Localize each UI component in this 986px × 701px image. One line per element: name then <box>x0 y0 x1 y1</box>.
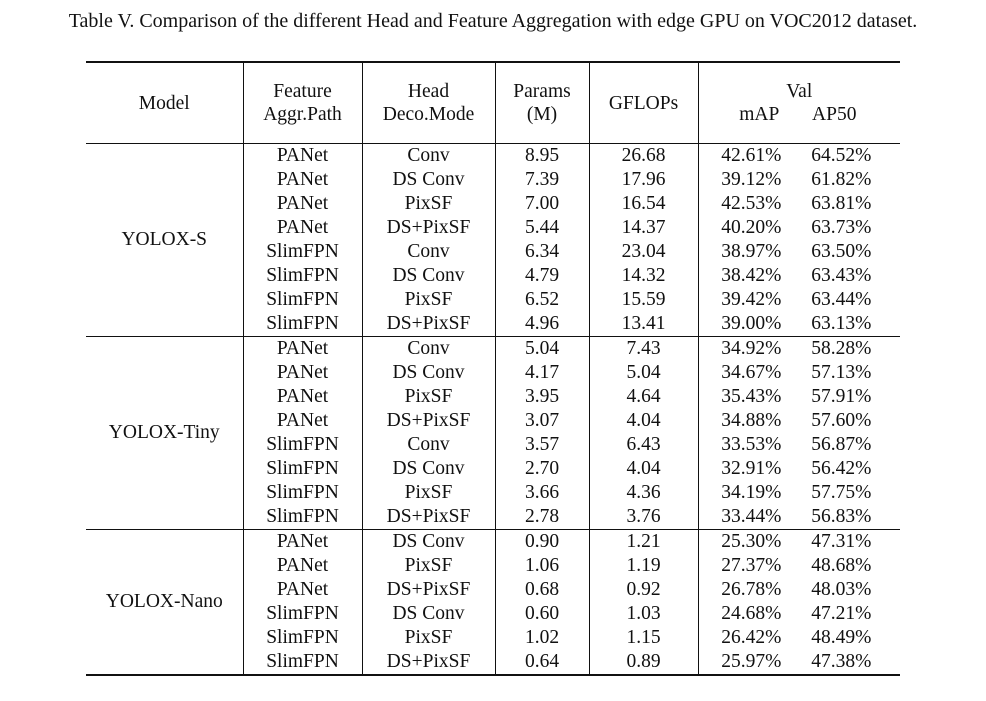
gflops-cell: 3.76 <box>589 505 698 530</box>
ap50-value: 56.42% <box>811 458 872 479</box>
val-cell <box>698 505 900 530</box>
params-cell: 1.02 <box>495 626 589 650</box>
val-cell <box>698 530 900 555</box>
params-cell: 6.34 <box>495 240 589 264</box>
gflops-cell: 1.21 <box>589 530 698 555</box>
feature-aggr-cell: PANet <box>243 385 362 409</box>
gflops-cell: 4.36 <box>589 481 698 505</box>
val-cell <box>698 337 900 362</box>
gflops-cell: 5.04 <box>589 361 698 385</box>
map-value: 40.20% <box>721 217 782 238</box>
params-cell: 0.64 <box>495 650 589 675</box>
feature-aggr-cell: PANet <box>243 578 362 602</box>
gflops-cell: 1.15 <box>589 626 698 650</box>
params-cell: 3.95 <box>495 385 589 409</box>
gflops-cell: 0.89 <box>589 650 698 675</box>
map-value: 35.43% <box>721 386 782 407</box>
head-deco-cell: DS+PixSF <box>362 505 495 530</box>
head-deco-cell: Conv <box>362 337 495 362</box>
gflops-cell: 16.54 <box>589 192 698 216</box>
val-cell <box>698 144 900 169</box>
header-feature-aggr-path <box>243 62 362 144</box>
table-body <box>86 144 900 676</box>
header-row <box>86 62 900 144</box>
feature-aggr-cell: PANet <box>243 337 362 362</box>
head-deco-cell: PixSF <box>362 554 495 578</box>
table-row <box>86 337 900 362</box>
ap50-value: 57.91% <box>811 386 872 407</box>
head-deco-cell: PixSF <box>362 626 495 650</box>
feature-aggr-cell: PANet <box>243 144 362 169</box>
val-cell <box>698 312 900 337</box>
map-value: 26.78% <box>721 579 782 600</box>
map-value: 34.67% <box>721 362 782 383</box>
gflops-cell: 1.19 <box>589 554 698 578</box>
params-cell: 3.66 <box>495 481 589 505</box>
params-cell: 5.04 <box>495 337 589 362</box>
ap50-value: 57.13% <box>811 362 872 383</box>
header-feature-line2: Aggr.Path <box>263 104 342 125</box>
gflops-cell: 7.43 <box>589 337 698 362</box>
head-deco-cell: DS Conv <box>362 530 495 555</box>
head-deco-cell: DS Conv <box>362 457 495 481</box>
params-cell: 2.70 <box>495 457 589 481</box>
val-cell <box>698 409 900 433</box>
feature-aggr-cell: SlimFPN <box>243 312 362 337</box>
header-val-title: Val <box>786 81 813 102</box>
val-cell <box>698 626 900 650</box>
ap50-value: 61.82% <box>811 169 872 190</box>
val-cell <box>698 602 900 626</box>
params-cell: 0.60 <box>495 602 589 626</box>
val-cell <box>698 554 900 578</box>
ap50-value: 64.52% <box>811 145 872 166</box>
val-cell <box>698 578 900 602</box>
feature-aggr-cell: PANet <box>243 409 362 433</box>
head-deco-cell: DS Conv <box>362 264 495 288</box>
header-head-line2: Deco.Mode <box>382 104 475 125</box>
gflops-cell: 26.68 <box>589 144 698 169</box>
model-name-cell: YOLOX-Tiny <box>86 337 243 530</box>
params-cell: 3.07 <box>495 409 589 433</box>
ap50-value: 56.83% <box>811 506 872 527</box>
feature-aggr-cell: SlimFPN <box>243 457 362 481</box>
val-cell <box>698 168 900 192</box>
table-row <box>86 144 900 169</box>
header-gflops: GFLOPs <box>589 62 698 144</box>
gflops-cell: 4.04 <box>589 409 698 433</box>
header-params-line2: (M) <box>526 104 558 125</box>
head-deco-cell: Conv <box>362 144 495 169</box>
header-val <box>698 62 900 144</box>
head-deco-cell: Conv <box>362 240 495 264</box>
ap50-value: 57.75% <box>811 482 872 503</box>
model-name-cell: YOLOX-S <box>86 144 243 337</box>
map-value: 33.44% <box>721 506 782 527</box>
map-value: 38.42% <box>721 265 782 286</box>
header-val-subheaders <box>699 103 901 126</box>
header-map: mAP <box>739 104 780 125</box>
map-value: 39.12% <box>721 169 782 190</box>
ap50-value: 48.03% <box>811 579 872 600</box>
head-deco-cell: DS+PixSF <box>362 312 495 337</box>
gflops-cell: 1.03 <box>589 602 698 626</box>
head-deco-cell: DS Conv <box>362 602 495 626</box>
head-deco-cell: Conv <box>362 433 495 457</box>
ap50-value: 56.87% <box>811 434 872 455</box>
params-cell: 4.96 <box>495 312 589 337</box>
map-value: 24.68% <box>721 603 782 624</box>
feature-aggr-cell: SlimFPN <box>243 240 362 264</box>
results-table <box>86 61 900 676</box>
feature-aggr-cell: SlimFPN <box>243 626 362 650</box>
ap50-value: 57.60% <box>811 410 872 431</box>
header-params-line1: Params <box>513 81 571 102</box>
header-params <box>495 62 589 144</box>
val-cell <box>698 264 900 288</box>
header-head-line1: Head <box>407 81 450 102</box>
map-value: 39.00% <box>721 313 782 334</box>
feature-aggr-cell: PANet <box>243 192 362 216</box>
head-deco-cell: DS+PixSF <box>362 409 495 433</box>
params-cell: 4.17 <box>495 361 589 385</box>
map-value: 26.42% <box>721 627 782 648</box>
feature-aggr-cell: PANet <box>243 530 362 555</box>
params-cell: 8.95 <box>495 144 589 169</box>
params-cell: 0.90 <box>495 530 589 555</box>
head-deco-cell: DS+PixSF <box>362 578 495 602</box>
ap50-value: 63.43% <box>811 265 872 286</box>
head-deco-cell: PixSF <box>362 481 495 505</box>
header-head-deco-mode <box>362 62 495 144</box>
map-value: 27.37% <box>721 555 782 576</box>
val-cell <box>698 216 900 240</box>
map-value: 33.53% <box>721 434 782 455</box>
ap50-value: 63.73% <box>811 217 872 238</box>
header-ap50: AP50 <box>812 104 857 125</box>
map-value: 42.61% <box>721 145 782 166</box>
feature-aggr-cell: PANet <box>243 168 362 192</box>
params-cell: 7.00 <box>495 192 589 216</box>
params-cell: 2.78 <box>495 505 589 530</box>
ap50-value: 63.44% <box>811 289 872 310</box>
val-cell <box>698 240 900 264</box>
params-cell: 1.06 <box>495 554 589 578</box>
map-value: 32.91% <box>721 458 782 479</box>
val-cell <box>698 385 900 409</box>
ap50-value: 47.31% <box>811 531 872 552</box>
feature-aggr-cell: SlimFPN <box>243 264 362 288</box>
map-value: 34.92% <box>721 338 782 359</box>
map-value: 38.97% <box>721 241 782 262</box>
head-deco-cell: PixSF <box>362 385 495 409</box>
feature-aggr-cell: SlimFPN <box>243 481 362 505</box>
ap50-value: 47.21% <box>811 603 872 624</box>
feature-aggr-cell: SlimFPN <box>243 505 362 530</box>
gflops-cell: 4.04 <box>589 457 698 481</box>
val-cell <box>698 288 900 312</box>
gflops-cell: 4.64 <box>589 385 698 409</box>
map-value: 39.42% <box>721 289 782 310</box>
gflops-cell: 15.59 <box>589 288 698 312</box>
model-name-cell: YOLOX-Nano <box>86 530 243 676</box>
val-cell <box>698 361 900 385</box>
gflops-cell: 17.96 <box>589 168 698 192</box>
map-value: 34.19% <box>721 482 782 503</box>
params-cell: 5.44 <box>495 216 589 240</box>
params-cell: 4.79 <box>495 264 589 288</box>
params-cell: 7.39 <box>495 168 589 192</box>
gflops-cell: 14.32 <box>589 264 698 288</box>
feature-aggr-cell: PANet <box>243 554 362 578</box>
feature-aggr-cell: PANet <box>243 361 362 385</box>
gflops-cell: 13.41 <box>589 312 698 337</box>
ap50-value: 47.38% <box>811 651 872 672</box>
header-feature-line1: Feature <box>273 81 332 102</box>
params-cell: 6.52 <box>495 288 589 312</box>
ap50-value: 48.68% <box>811 555 872 576</box>
head-deco-cell: DS+PixSF <box>362 216 495 240</box>
gflops-cell: 0.92 <box>589 578 698 602</box>
val-cell <box>698 650 900 675</box>
feature-aggr-cell: PANet <box>243 216 362 240</box>
feature-aggr-cell: SlimFPN <box>243 288 362 312</box>
head-deco-cell: DS Conv <box>362 361 495 385</box>
val-cell <box>698 481 900 505</box>
ap50-value: 63.13% <box>811 313 872 334</box>
head-deco-cell: PixSF <box>362 288 495 312</box>
ap50-value: 63.50% <box>811 241 872 262</box>
val-cell <box>698 192 900 216</box>
head-deco-cell: PixSF <box>362 192 495 216</box>
ap50-value: 48.49% <box>811 627 872 648</box>
header-model: Model <box>86 62 243 144</box>
gflops-cell: 23.04 <box>589 240 698 264</box>
params-cell: 0.68 <box>495 578 589 602</box>
table-caption: Table V. Comparison of the different Head and Feature Aggregation with edge GPU on VOC2012 dataset. <box>68 10 918 32</box>
feature-aggr-cell: SlimFPN <box>243 650 362 675</box>
map-value: 25.30% <box>721 531 782 552</box>
ap50-value: 63.81% <box>811 193 872 214</box>
map-value: 42.53% <box>721 193 782 214</box>
map-value: 25.97% <box>721 651 782 672</box>
feature-aggr-cell: SlimFPN <box>243 602 362 626</box>
head-deco-cell: DS+PixSF <box>362 650 495 675</box>
map-value: 34.88% <box>721 410 782 431</box>
val-cell <box>698 433 900 457</box>
val-cell <box>698 457 900 481</box>
head-deco-cell: DS Conv <box>362 168 495 192</box>
feature-aggr-cell: SlimFPN <box>243 433 362 457</box>
gflops-cell: 14.37 <box>589 216 698 240</box>
ap50-value: 58.28% <box>811 338 872 359</box>
params-cell: 3.57 <box>495 433 589 457</box>
gflops-cell: 6.43 <box>589 433 698 457</box>
table-row <box>86 530 900 555</box>
